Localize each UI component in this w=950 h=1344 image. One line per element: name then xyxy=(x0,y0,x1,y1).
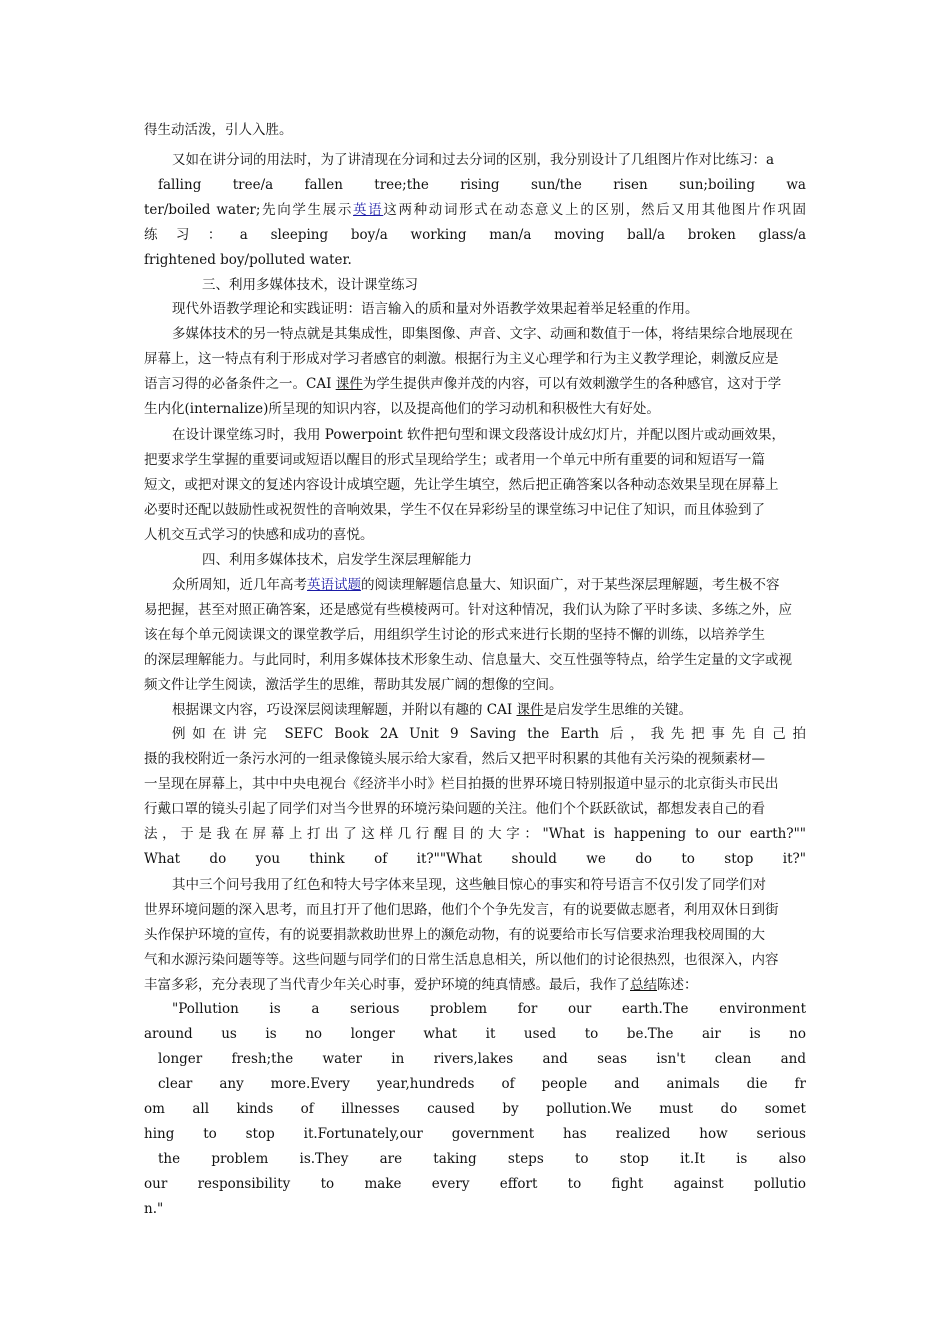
text-line xyxy=(144,847,806,872)
text-run: 这两种动词形式在动态意义上的区别，然后又用其他图片作巩固 xyxy=(383,202,807,218)
text-line xyxy=(144,498,806,523)
text-line xyxy=(172,297,806,322)
quote-line xyxy=(144,1172,806,1197)
text-run: 在设计课堂练习时，我用 Powerpoint 软件把句型和课文段落设计成幻灯片，并配以图片或动画效果， xyxy=(172,427,785,443)
text-run: n." xyxy=(144,1201,164,1217)
text-line xyxy=(172,573,806,598)
text-run: 行戴口罩的镜头引起了同学们对当今世界的环境污染问题的关注。他们个个跃跃欲试，都想发表自己的看 xyxy=(144,801,765,817)
text-run: 摄的我校附近一条污水河的一组录像镜头展示给大家看，然后又把平时积累的其他有关污染的视频素材— xyxy=(144,751,765,767)
text-line xyxy=(172,722,806,747)
text-run: 易把握，甚至对照正确答案，还是感觉有些模棱两可。针对这种情况，我们认为除了平时多读、多练之外，应 xyxy=(144,602,792,618)
text-line xyxy=(144,973,806,998)
text-line xyxy=(144,372,806,397)
text-run: 人机交互式学习的快感和成功的喜悦。 xyxy=(144,527,374,543)
text-run: longer fresh;the water in rivers,lakes and seas isn't clean and xyxy=(158,1051,806,1067)
text-run: 其中三个问号我用了红色和特大号字体来呈现，这些触目惊心的事实和符号语言不仅引发了同学们对 xyxy=(172,877,766,893)
quote-line xyxy=(158,1147,806,1172)
quote-line xyxy=(144,1197,806,1222)
text-run: 根据课文内容，巧设深层阅读理解题，并附以有趣的 CAI xyxy=(172,702,517,718)
text-run: 三、利用多媒体技术，设计课堂练习 xyxy=(202,277,418,293)
text-line xyxy=(144,747,806,772)
text-run: 得生动活泼，引人入胜。 xyxy=(144,122,293,138)
text-line xyxy=(144,673,806,698)
text-run: 频文件让学生阅读，激活学生的思维，帮助其发展广阔的想像的空间。 xyxy=(144,677,563,693)
text-run: "Pollution is a serious problem for our earth.The environment xyxy=(172,1001,806,1017)
text-run: 法，于是我在屏幕上打出了这样几行醒目的大字："What is happening to our earth?"" xyxy=(144,826,806,842)
text-run: 一呈现在屏幕上，其中中央电视台《经济半小时》栏目拍摄的世界环境日特别报道中显示的北京街头市民出 xyxy=(144,776,779,792)
text-line xyxy=(144,448,806,473)
text-line xyxy=(144,648,806,673)
text-run: 的阅读理解题信息量大、知识面广，对于某些深层理解题，考生极不容 xyxy=(361,577,780,593)
text-run: 头作保护环境的宣传，有的说要捐款救助世界上的濒危动物，有的说要给市长写信要求治理我校周围的大 xyxy=(144,927,765,943)
text-line xyxy=(158,173,806,198)
text-run: 的深层理解能力。与此同时，利用多媒体技术形象生动、信息量大、交互性强等特点，给学生定量的文字或视 xyxy=(144,652,792,668)
text-run: the problem is.They are taking steps to stop it.It is also xyxy=(158,1151,806,1167)
underlined-term: 总结 xyxy=(630,977,657,993)
text-run: What do you think of it?""What should we do to stop it?" xyxy=(144,851,806,867)
text-run: around us is no longer what it used to be.The air is no xyxy=(144,1026,806,1042)
text-run: ter/boiled water;先向学生展示 xyxy=(144,202,354,218)
text-run: 丰富多彩，充分表现了当代青少年关心时事，爱护环境的纯真情感。最后，我作了 xyxy=(144,977,630,993)
text-run: 语言习得的必备条件之一。CAI xyxy=(144,376,336,392)
text-run: 例如在讲完 SEFC Book 2A Unit 9 Saving the Earth 后，我先把事先自己拍 xyxy=(172,726,806,742)
inline-link[interactable]: 英语 xyxy=(353,202,384,218)
text-line xyxy=(144,898,806,923)
text-line xyxy=(144,397,806,422)
text-run: 短文，或把对课文的复述内容设计成填空题，先让学生填空，然后把正确答案以各种动态效果呈现在屏幕上 xyxy=(144,477,779,493)
quote-line xyxy=(144,1022,806,1047)
text-line xyxy=(144,598,806,623)
text-run: 又如在讲分词的用法时，为了讲清现在分词和过去分词的区别，我分别设计了几组图片作对比练习：a xyxy=(172,152,775,168)
text-line xyxy=(144,772,806,797)
text-run: 把要求学生掌握的重要词或短语以醒目的形式呈现给学生；或者用一个单元中所有重要的词和短语写一篇 xyxy=(144,452,765,468)
text-run: 该在每个单元阅读课文的课堂教学后，用组织学生讨论的形式来进行长期的坚持不懈的训练，以培养学生 xyxy=(144,627,765,643)
section-heading xyxy=(202,548,864,573)
text-run: 四、利用多媒体技术，启发学生深层理解能力 xyxy=(202,552,472,568)
text-line xyxy=(144,923,806,948)
text-line xyxy=(172,322,806,347)
quote-line xyxy=(158,1072,806,1097)
text-run: frightened boy/polluted water. xyxy=(144,252,352,268)
text-run: falling tree/a fallen tree;the rising sun/the risen sun;boiling wa xyxy=(158,177,806,193)
text-line xyxy=(144,623,806,648)
text-line xyxy=(144,248,806,273)
section-heading xyxy=(202,273,864,298)
text-line xyxy=(144,118,806,143)
text-line xyxy=(172,423,806,448)
text-line xyxy=(144,223,806,248)
text-line xyxy=(172,148,806,173)
text-run: 练习：a sleeping boy/a working man/a moving ball/a broken glass/a xyxy=(144,227,806,243)
text-run: 必要时还配以鼓励性或祝贺性的音响效果，学生不仅在异彩纷呈的课堂练习中记住了知识，而且体验到了 xyxy=(144,502,765,518)
text-line xyxy=(144,347,806,372)
text-line xyxy=(172,698,806,723)
underlined-term: 课件 xyxy=(516,702,544,718)
underlined-term: 课件 xyxy=(335,376,363,392)
text-run: 是启发学生思维的关键。 xyxy=(543,702,692,718)
text-run: hing to stop it.Fortunately,our government has realized how serious xyxy=(144,1126,806,1142)
text-line xyxy=(144,523,806,548)
text-run: 气和水源污染问题等等。这些问题与同学们的日常生活息息相关，所以他们的讨论很热烈，也很深入，内容 xyxy=(144,952,779,968)
inline-link[interactable]: 英语试题 xyxy=(307,577,361,593)
text-run: our responsibility to make every effort to fight against pollutio xyxy=(144,1176,806,1192)
text-run: 屏幕上，这一特点有利于形成对学习者感官的刺激。根据行为主义心理学和行为主义教学理论，刺激反应是 xyxy=(144,351,779,367)
text-run: 多媒体技术的另一特点就是其集成性，即集图像、声音、文字、动画和数值于一体，将结果综合地展现在 xyxy=(172,326,793,342)
quote-line xyxy=(144,1122,806,1147)
text-run: 世界环境问题的深入思考，而且打开了他们思路，他们个个争先发言，有的说要做志愿者，利用双休日到街 xyxy=(144,902,779,918)
text-run: 陈述： xyxy=(657,977,698,993)
text-line xyxy=(144,473,806,498)
text-run: 为学生提供声像并茂的内容，可以有效刺激学生的各种感官，这对于学 xyxy=(362,376,782,392)
text-line xyxy=(144,198,806,223)
text-run: om all kinds of illnesses caused by pollution.We must do somet xyxy=(144,1101,806,1117)
text-line xyxy=(144,948,806,973)
quote-line xyxy=(172,997,806,1022)
text-run: clear any more.Every year,hundreds of people and animals die fr xyxy=(158,1076,806,1092)
quote-line xyxy=(144,1097,806,1122)
text-run: 众所周知，近几年高考 xyxy=(172,577,307,593)
text-run: 现代外语教学理论和实践证明：语言输入的质和量对外语教学效果起着举足轻重的作用。 xyxy=(172,301,699,317)
text-line xyxy=(172,873,806,898)
text-run: 生内化(internalize)所呈现的知识内容，以及提高他们的学习动机和积极性大有好处。 xyxy=(144,401,660,417)
text-line xyxy=(144,797,806,822)
quote-line xyxy=(158,1047,806,1072)
text-line xyxy=(144,822,806,847)
